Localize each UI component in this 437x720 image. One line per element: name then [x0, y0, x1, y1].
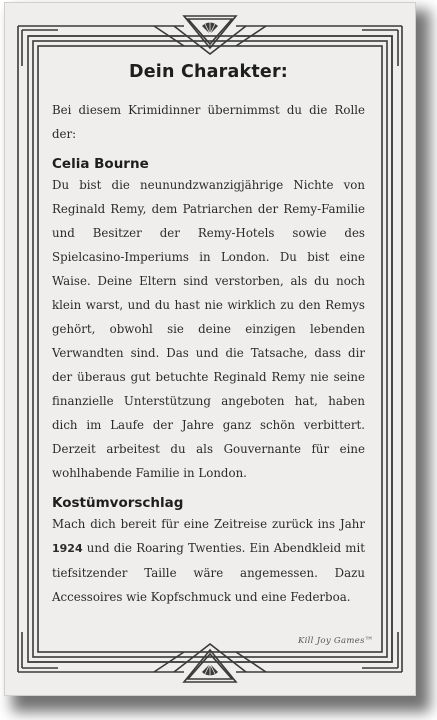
character-card	[4, 2, 416, 696]
costume-text-end: und die Roaring Twenties. Ein Abendkleid mit tiefsitzender Taille wäre angemessen. Dazu Accessoires wie Kopfschmuck und eine Federboa.	[52, 541, 365, 604]
character-name: Celia Bourne	[52, 156, 149, 172]
costume-text-start: Mach dich bereit für eine Zeitreise zurück ins Jahr	[52, 517, 365, 531]
intro-text: Bei diesem Krimidinner übernimmst du die Rolle der:	[52, 103, 365, 141]
costume-year: 1924	[52, 542, 83, 555]
card-content	[52, 62, 365, 609]
card-title: Dein Charakter:	[129, 62, 288, 82]
brand-logo: Kill Joy Games™	[298, 636, 374, 646]
costume-text	[52, 512, 365, 609]
character-description: Du bist die neunundzwanzigjährige Nichte von Reginald Remy, dem Patriarchen der Remy-Familie und Besitzer der Remy-Hotels sowie des Spielcasino-Imperiums in London. Du bist eine Waise. Deine Eltern sind verstorben, als du noch klein warst, und du hast nie wirklich zu den Remys gehört, obwohl sie deine einzigen lebenden Verwandten sind. Das und die Tatsache, dass dir der überaus gut betuchte Reginald Remy nie seine finanzielle Unterstützung angeboten hat, haben dich im Laufe der Jahre ganz schön verbittert. Derzeit arbeitest du als Gouvernante für eine wohlhabende Familie in London.	[52, 178, 365, 480]
costume-heading: Kostümvorschlag	[52, 495, 184, 511]
